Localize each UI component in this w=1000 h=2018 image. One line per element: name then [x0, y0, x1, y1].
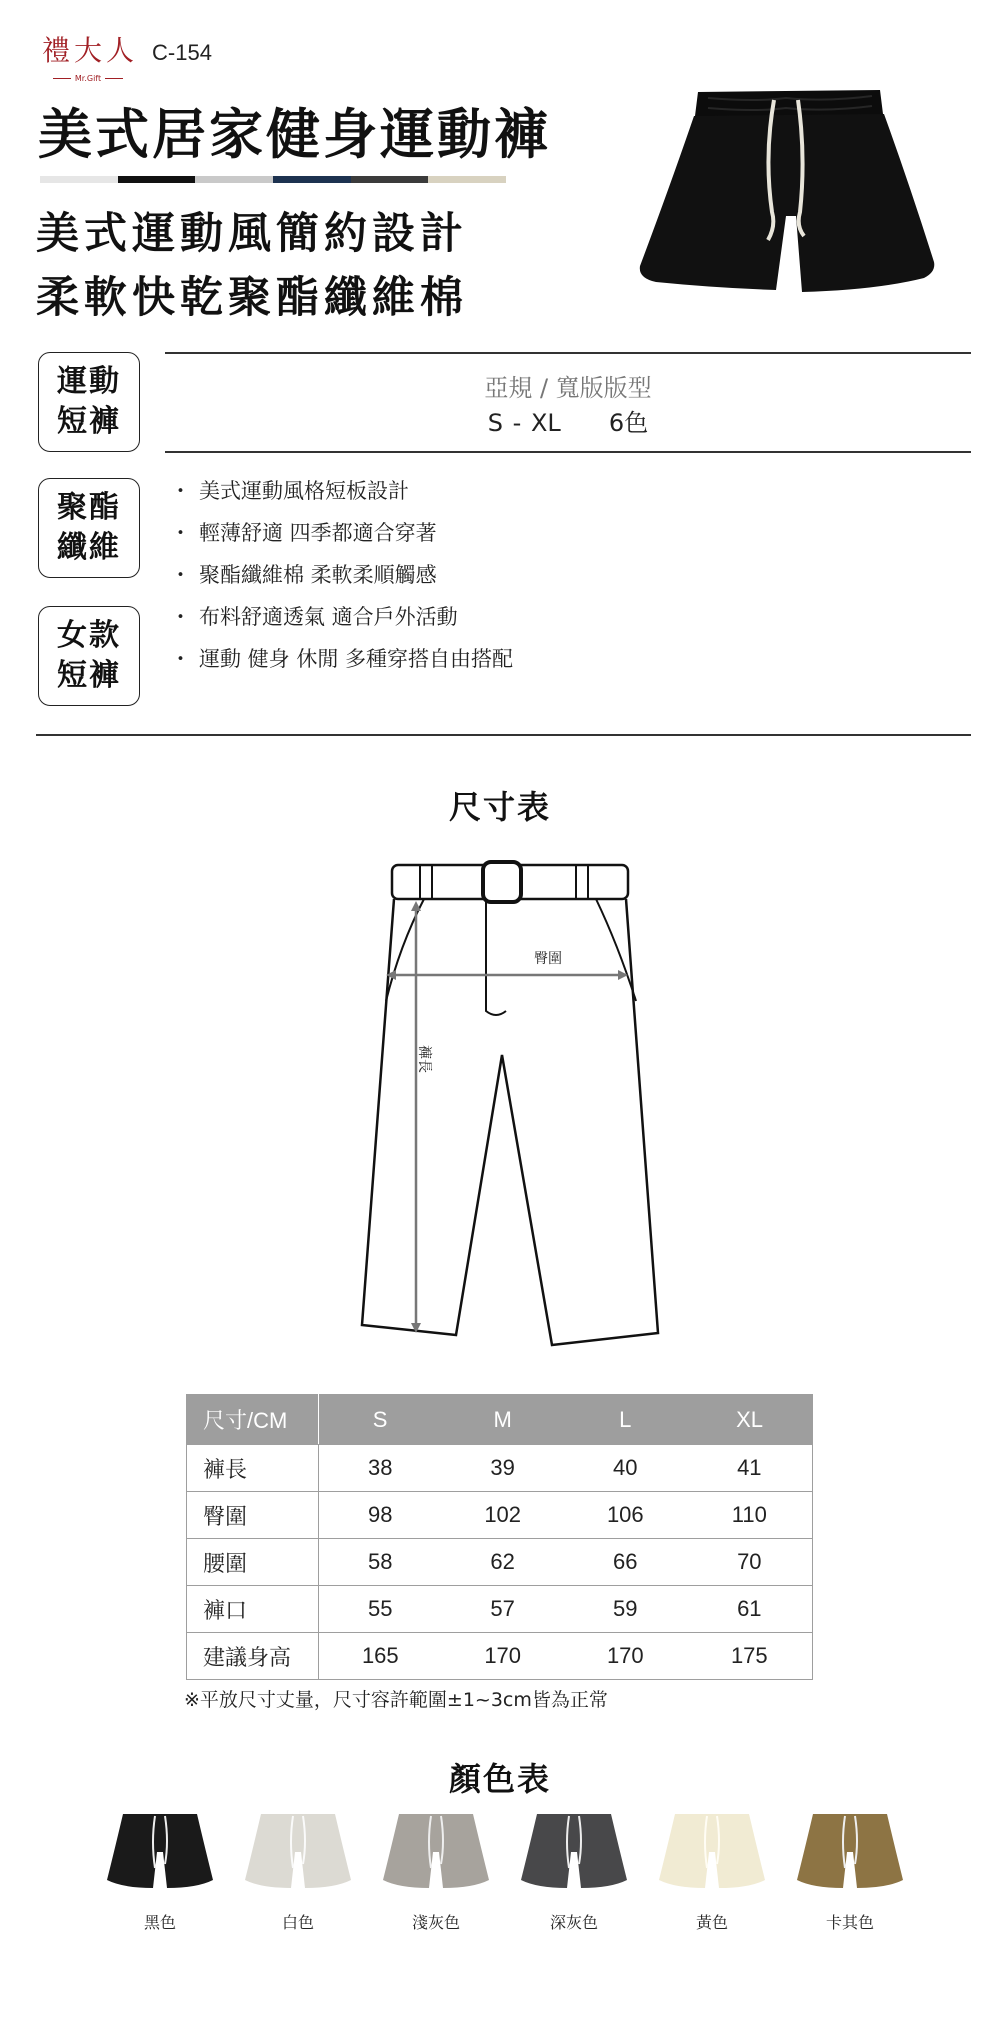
table-row [187, 1445, 813, 1492]
shorts-swatch-icon [105, 1808, 215, 1892]
shorts-swatch-icon [243, 1808, 353, 1892]
tag-line: 女款 [57, 618, 121, 653]
feature-item: ・ 布料舒適透氣 適合戶外活動 [170, 602, 513, 644]
size-table-header [187, 1395, 813, 1445]
color-name: 淺灰色 [411, 1913, 460, 1932]
tag-line: 聚酯 [57, 490, 121, 525]
size-range: S - XL [487, 409, 561, 437]
color-name: 黑色 [143, 1913, 176, 1932]
size-chart-title: 尺寸表 [448, 788, 551, 826]
table-cell: 38 [319, 1445, 442, 1492]
color-swatch-black [100, 1808, 220, 1933]
table-cell: 39 [441, 1445, 564, 1492]
header-cell: XL [687, 1395, 813, 1445]
accent-color-strip [40, 176, 506, 183]
brand-logo [42, 34, 212, 83]
header-cell: L [564, 1395, 687, 1445]
table-cell: 170 [564, 1633, 687, 1680]
tag-line: 纖維 [57, 530, 121, 565]
color-chart-title: 顏色表 [448, 1760, 551, 1798]
table-row [187, 1633, 813, 1680]
table-cell: 102 [441, 1492, 564, 1539]
divider [165, 352, 971, 354]
header-cell: M [441, 1395, 564, 1445]
row-label: 臀圍 [187, 1492, 319, 1539]
subtitle-line-1: 美式運動風簡約設計 [36, 209, 468, 259]
color-name: 深灰色 [549, 1913, 598, 1932]
shorts-swatch-icon [381, 1808, 491, 1892]
brand-logo-text: 禮大人 [42, 34, 139, 67]
color-swatch-grid [100, 1808, 920, 1988]
table-cell: 165 [319, 1633, 442, 1680]
product-title: 美式居家健身運動褲 [38, 103, 551, 166]
color-swatch-light-grey [376, 1808, 496, 1933]
accent-color-segment [273, 176, 351, 183]
tag-line: 短褲 [57, 404, 121, 439]
tag-women-shorts [38, 606, 140, 706]
model-code: C-154 [152, 40, 212, 65]
color-name: 白色 [281, 1913, 314, 1932]
row-label: 褲長 [187, 1445, 319, 1492]
size-table [186, 1394, 813, 1680]
divider [165, 451, 971, 453]
hero-shorts-image [636, 86, 942, 318]
table-cell: 62 [441, 1539, 564, 1586]
tag-sport-shorts [38, 352, 140, 452]
tag-line: 短褲 [57, 658, 121, 693]
pants-measurement-diagram [340, 855, 680, 1363]
table-cell: 110 [687, 1492, 813, 1539]
table-cell: 98 [319, 1492, 442, 1539]
row-label: 建議身高 [187, 1633, 319, 1680]
feature-item: ・ 運動 健身 休閒 多種穿搭自由搭配 [170, 644, 513, 686]
color-name: 黃色 [695, 1913, 728, 1932]
shorts-swatch-icon [519, 1808, 629, 1892]
table-cell: 170 [441, 1633, 564, 1680]
tag-line: 運動 [57, 364, 121, 399]
table-cell: 57 [441, 1586, 564, 1633]
row-label: 腰圍 [187, 1539, 319, 1586]
brand-logo-sub: Mr.Gift [42, 74, 134, 83]
header-cell: 尺寸/CM [187, 1395, 319, 1445]
table-cell: 66 [564, 1539, 687, 1586]
tag-polyester [38, 478, 140, 578]
size-note: ※平放尺寸丈量，尺寸容許範圍±1~3cm皆為正常 [184, 1689, 608, 1711]
table-cell: 61 [687, 1586, 813, 1633]
table-row [187, 1492, 813, 1539]
accent-color-segment [40, 176, 118, 183]
table-cell: 175 [687, 1633, 813, 1680]
feature-list [170, 476, 513, 686]
color-swatch-white [238, 1808, 358, 1933]
table-cell: 59 [564, 1586, 687, 1633]
color-count: 6色 [608, 409, 649, 437]
fit-spec: 亞規 / 寬版版型 [484, 374, 652, 402]
length-label: 褲長 [416, 1045, 432, 1073]
table-cell: 58 [319, 1539, 442, 1586]
table-cell: 55 [319, 1586, 442, 1633]
accent-color-segment [195, 176, 273, 183]
accent-color-segment [118, 176, 196, 183]
subtitle-line-2: 柔軟快乾聚酯纖維棉 [36, 273, 468, 323]
table-row [187, 1539, 813, 1586]
shorts-swatch-icon [795, 1808, 905, 1892]
color-swatch-khaki [790, 1808, 910, 1933]
color-swatch-dark-grey [514, 1808, 634, 1933]
feature-item: ・ 美式運動風格短板設計 [170, 476, 513, 518]
table-cell: 40 [564, 1445, 687, 1492]
feature-item: ・ 聚酯纖維棉 柔軟柔順觸感 [170, 560, 513, 602]
table-cell: 106 [564, 1492, 687, 1539]
color-name: 卡其色 [825, 1913, 874, 1932]
header-cell: S [319, 1395, 442, 1445]
accent-color-segment [428, 176, 506, 183]
table-cell: 41 [687, 1445, 813, 1492]
section-divider [36, 734, 971, 736]
table-cell: 70 [687, 1539, 813, 1586]
hip-label: 臀圍 [534, 951, 562, 967]
row-label: 褲口 [187, 1586, 319, 1633]
feature-item: ・ 輕薄舒適 四季都適合穿著 [170, 518, 513, 560]
color-swatch-yellow [652, 1808, 772, 1933]
accent-color-segment [351, 176, 429, 183]
size-color-spec [165, 403, 971, 438]
shorts-swatch-icon [657, 1808, 767, 1892]
table-row [187, 1586, 813, 1633]
